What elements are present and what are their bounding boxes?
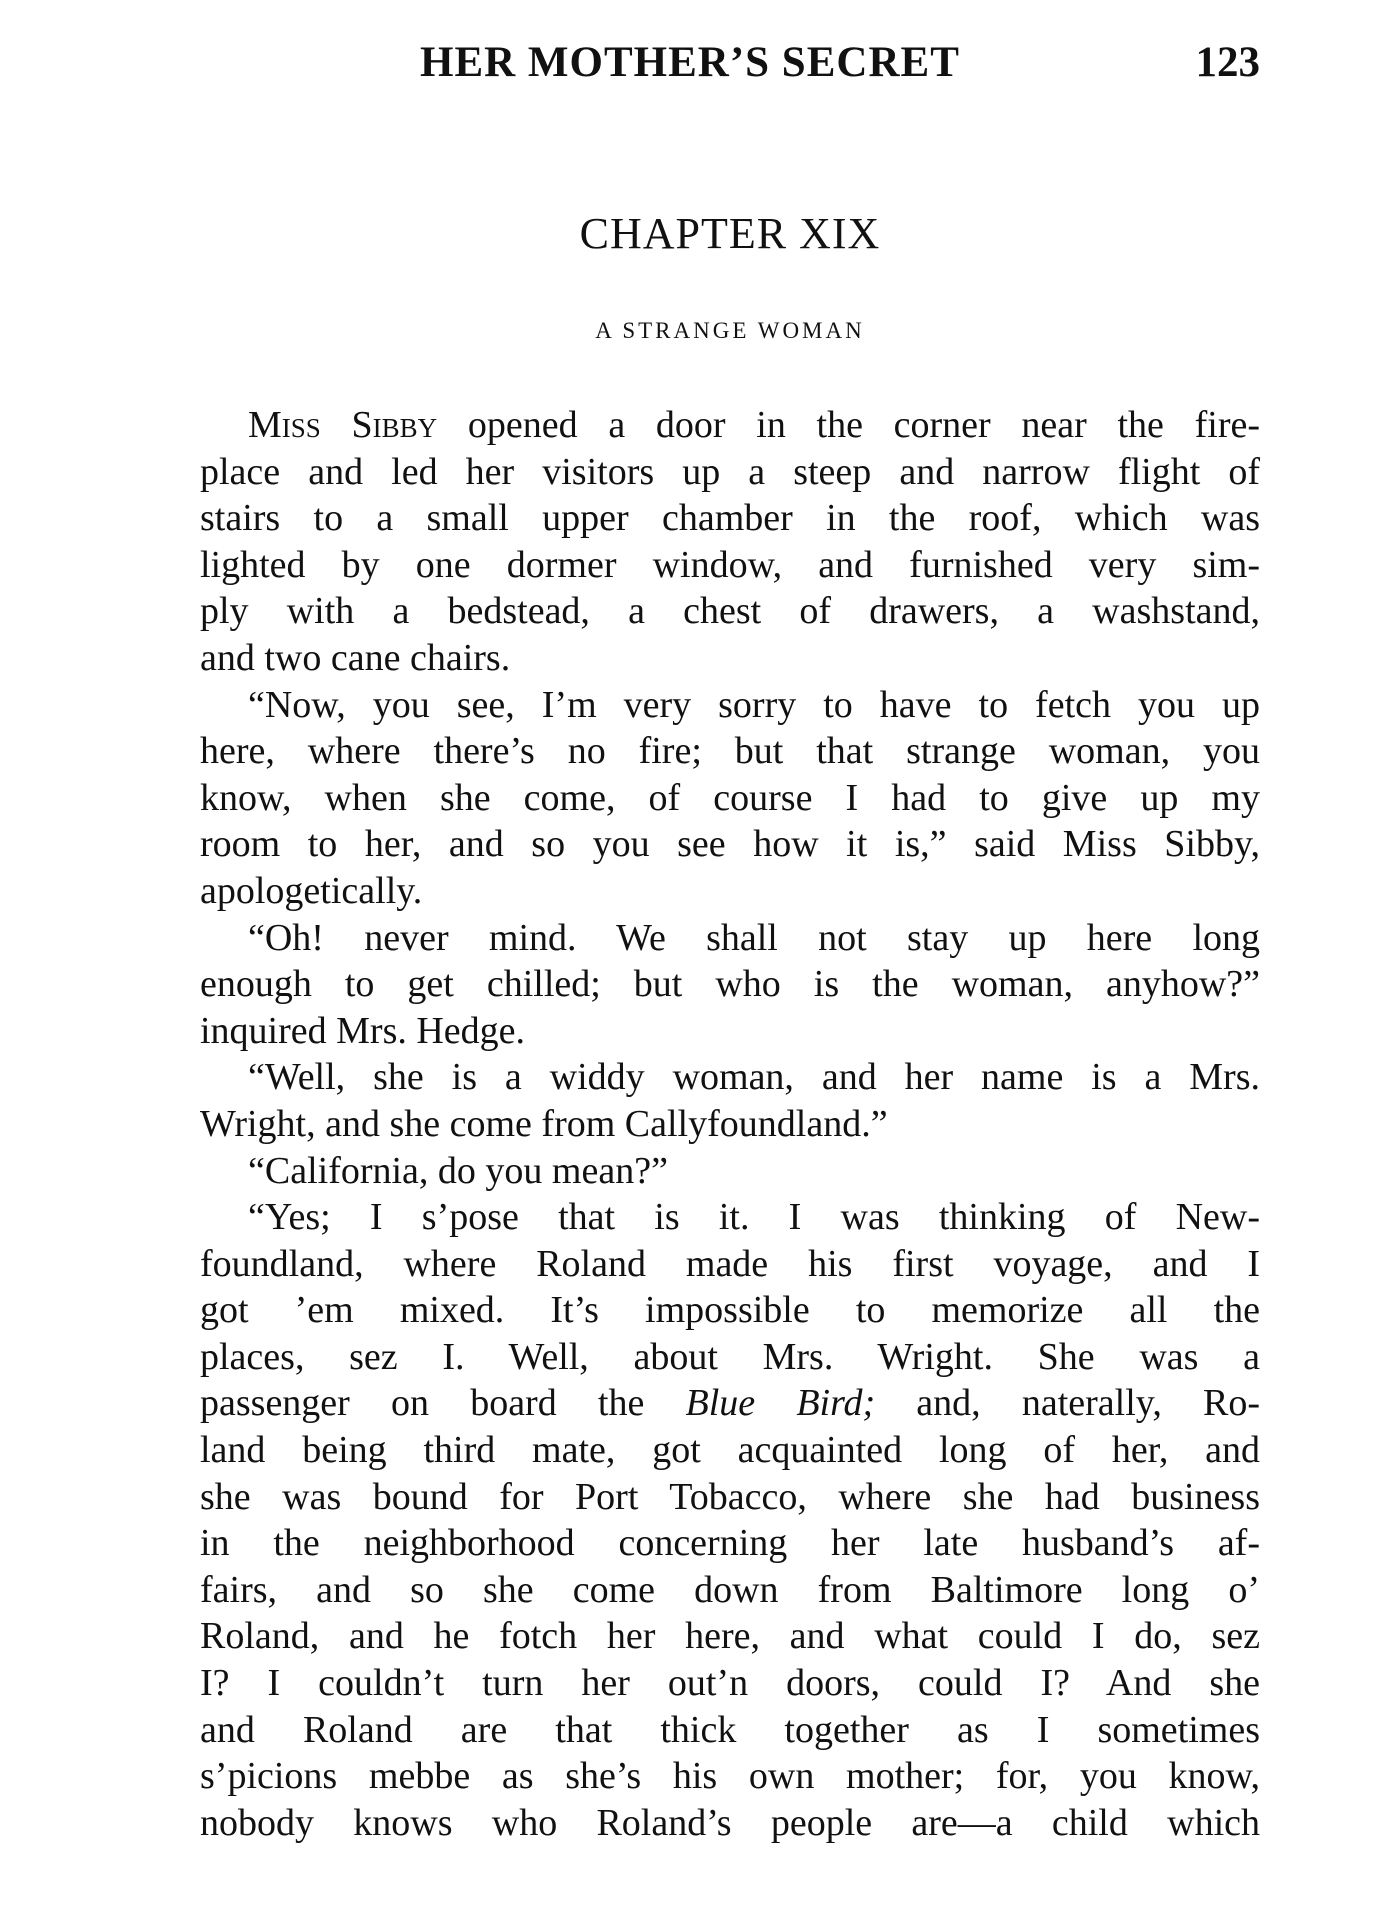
text-line-14: inquired Mrs. Hedge. <box>200 1009 526 1052</box>
text-line-29: and Roland are that thick together as I sometimes <box>200 1708 1260 1751</box>
running-header <box>200 38 1260 98</box>
text-line-10: room to her, and so you see how it is,” said Miss Sibby, <box>200 823 1260 866</box>
text-line-16: Wright, and she come from Callyfoundland.” <box>200 1102 888 1145</box>
italic-line-after: and, naterally, Ro- <box>875 1382 1260 1425</box>
text-line-15: “Well, she is a widdy woman, and her name is a Mrs. <box>248 1056 1260 1099</box>
text-line-30: s’picions mebbe as she’s his own mother; for, you know, <box>200 1755 1260 1798</box>
text-line-13: enough to get chilled; but who is the woman, anyhow?” <box>200 963 1260 1006</box>
text-line-12: “Oh! never mind. We shall not stay up here long <box>248 916 1260 959</box>
text-line-6: and two cane chairs. <box>200 636 511 679</box>
text-line-25: in the neighborhood concerning her late husband’s af- <box>200 1522 1260 1565</box>
text-line-24: she was bound for Port Tobacco, where she had business <box>200 1475 1260 1518</box>
text-line-8: here, where there’s no fire; but that strange woman, you <box>200 730 1260 773</box>
text-line-5: ply with a bedstead, a chest of drawers, a washstand, <box>200 590 1260 633</box>
text-line-23: land being third mate, got acquainted long of her, and <box>200 1429 1260 1472</box>
opening-rest: opened a door in the corner near the fire- <box>437 404 1261 446</box>
text-line-18: “Yes; I s’pose that is it. I was thinking of New- <box>248 1196 1260 1239</box>
opening-word-sibby: Sibby <box>351 404 438 446</box>
text-line-28: I? I couldn’t turn her out’n doors, could I? And she <box>200 1662 1260 1705</box>
ship-name: Blue Bird; <box>685 1382 876 1425</box>
text-line-7: “Now, you see, I’m very sorry to have to fetch you up <box>248 683 1260 726</box>
text-line-3: stairs to a small upper chamber in the roof, which was <box>200 497 1260 540</box>
text-line-2: place and led her visitors up a steep and narrow flight of <box>200 450 1260 493</box>
text-line-26: fairs, and so she come down from Baltimore long o’ <box>200 1568 1260 1611</box>
text-line-27: Roland, and he fotch her here, and what could I do, sez <box>200 1615 1260 1658</box>
text-line-11: apologetically. <box>200 869 423 912</box>
text-line-17: “California, do you mean?” <box>248 1149 668 1192</box>
text-line-20: got ’em mixed. It’s impossible to memorize all the <box>200 1289 1260 1332</box>
text-line-31: nobody knows who Roland’s people are—a child which <box>200 1801 1260 1844</box>
text-line-9: know, when she come, of course I had to give up my <box>200 776 1260 819</box>
chapter-title: CHAPTER XIX <box>579 209 881 258</box>
body-text <box>200 402 1260 1846</box>
chapter-subtitle: A STRANGE WOMAN <box>595 318 865 343</box>
text-line-22 <box>200 1380 1260 1427</box>
text-line-1 <box>200 402 1260 449</box>
running-title: HER MOTHER’S SECRET <box>420 39 960 86</box>
page-number: 123 <box>1195 39 1260 86</box>
text-line-19: foundland, where Roland made his first voyage, and I <box>200 1242 1260 1285</box>
text-line-4: lighted by one dormer window, and furnished very sim- <box>200 543 1260 586</box>
italic-line-before: passenger on board the <box>200 1382 686 1425</box>
text-line-21: places, sez I. Well, about Mrs. Wright. She was a <box>200 1335 1260 1378</box>
opening-word-miss: Miss <box>248 404 321 446</box>
